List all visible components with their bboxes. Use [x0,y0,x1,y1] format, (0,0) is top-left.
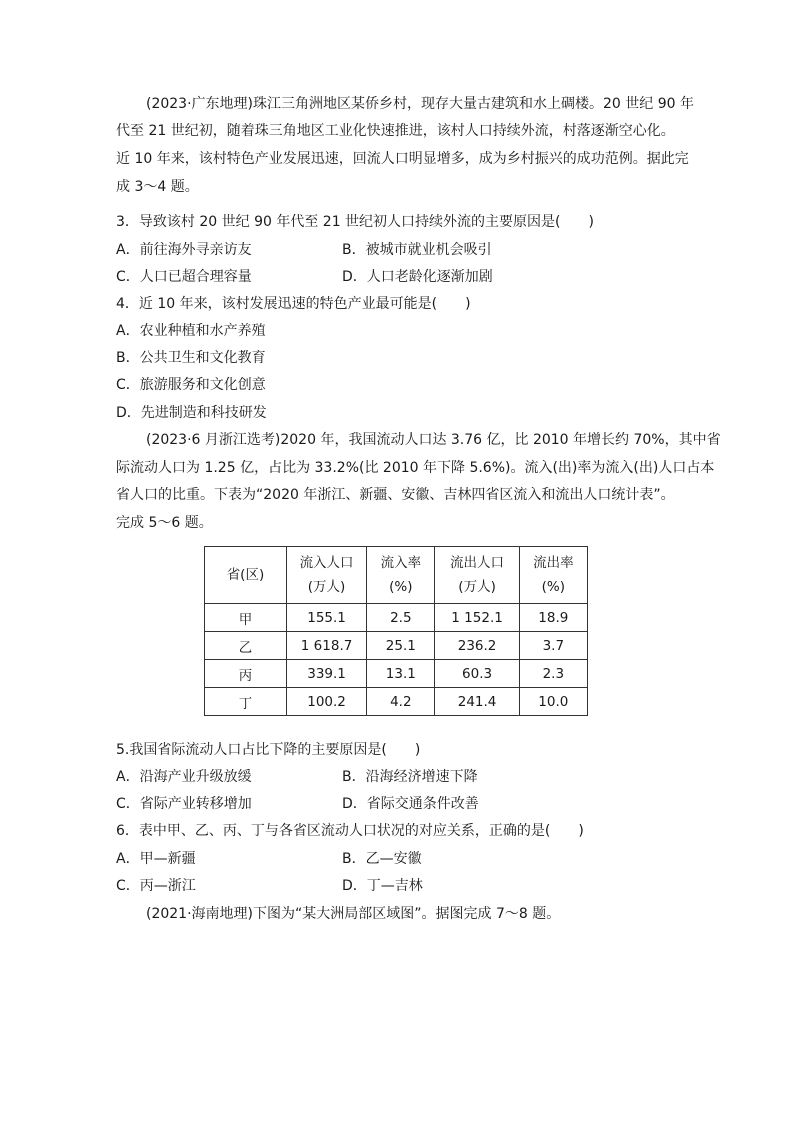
header-inflow-rate-unit: (%) [389,579,413,595]
table-cell: 155.1 [286,604,366,632]
table-cell: 18.9 [519,604,587,632]
table-cell: 10.0 [519,688,587,716]
q3-stem: 3．导致该村 20 世纪 90 年代至 21 世纪初人口持续外流的主要原因是( ) [116,214,594,230]
table-cell: 乙 [205,632,287,660]
table-cell: 4.2 [367,688,435,716]
passage3-line: (2021·海南地理)下图为“某大洲局部区域图”。据图完成 7～8 题。 [146,906,561,922]
q4-stem: 4．近 10 年来，该村发展迅速的特色产业最可能是( ) [116,296,471,312]
table-cell: 13.1 [367,660,435,688]
table-cell: 100.2 [286,688,366,716]
header-outflow-label: 流出人口 [450,555,505,571]
header-inflow-unit: (万人) [307,579,346,595]
passage1-line-4: 成 3～4 题。 [116,179,199,195]
q3-option-a: A．前往海外寻亲访友 [116,242,252,258]
table-cell: 2.3 [519,660,587,688]
header-inflow-label: 流入人口 [299,555,354,571]
table-cell: 丙 [205,660,287,688]
header-outflow-unit: (万人) [458,579,496,595]
table-row [205,688,588,716]
table-cell: 2.5 [367,604,435,632]
passage2-line-1: (2023·6 月浙江选考)2020 年，我国流动人口达 3.76 亿，比 2010 年增长约 70%，其中省 [146,432,721,448]
passage1-line-3: 近 10 年来，该村特色产业发展迅速，回流人口明显增多，成为乡村振兴的成功范例。据此完 [116,151,689,167]
q4-option-d: D．先进制造和科技研发 [116,405,267,421]
table-row [205,660,588,688]
q5-stem: 5.我国省际流动人口占比下降的主要原因是( ) [116,742,421,758]
table-cell: 甲 [205,604,287,632]
header-inflow [286,547,366,604]
table-row [205,604,588,632]
table-cell: 25.1 [367,632,435,660]
q4-option-b: B．公共卫生和文化教育 [116,350,266,366]
header-province-label: 省(区) [226,567,265,583]
q6-option-b: B．乙—安徽 [342,851,422,867]
q6-stem: 6．表中甲、乙、丙、丁与各省区流动人口状况的对应关系，正确的是( ) [116,823,584,839]
table-cell: 丁 [205,688,287,716]
passage1-line-1: (2023·广东地理)珠江三角洲地区某侨乡村，现存大量古建筑和水上碉楼。20 世纪 90 年 [146,96,694,112]
table-cell: 241.4 [435,688,519,716]
q5-option-b: B．沿海经济增速下降 [342,769,478,785]
table-row [205,632,588,660]
header-inflow-rate-label: 流入率 [380,555,422,571]
header-province [205,547,287,604]
header-inflow-rate [367,547,435,604]
passage2-line-3: 省人口的比重。下表为“2020 年浙江、新疆、安徽、吉林四省区流入和流出人口统计表”。 [116,487,675,503]
table-cell: 339.1 [286,660,366,688]
table-cell: 1 152.1 [435,604,519,632]
population-flow-table [204,546,588,716]
q6-option-d: D．丁—吉林 [342,878,423,894]
table-header-row [205,547,588,604]
table-cell: 3.7 [519,632,587,660]
passage2-line-2: 际流动人口为 1.25 亿，占比为 33.2%(比 2010 年下降 5.6%)。流入(出)率为流入(出)人口占本 [116,460,715,476]
q3-option-d: D．人口老龄化逐渐加剧 [342,269,493,285]
q6-option-a: A．甲—新疆 [116,851,196,867]
q5-option-c: C．省际产业转移增加 [116,796,252,812]
q5-option-a: A．沿海产业升级放缓 [116,769,252,785]
table-cell: 1 618.7 [286,632,366,660]
passage2-line-4: 完成 5～6 题。 [116,515,213,531]
q5-option-d: D．省际交通条件改善 [342,796,479,812]
passage1-line-2: 代至 21 世纪初，随着珠三角地区工业化快速推进，该村人口持续外流，村落逐渐空心化。 [116,123,675,139]
header-outflow-rate-label: 流出率 [533,555,574,571]
header-outflow-rate [519,547,587,604]
q4-option-c: C．旅游服务和文化创意 [116,377,266,393]
table-cell: 236.2 [435,632,519,660]
q4-option-a: A．农业种植和水产养殖 [116,323,266,339]
header-outflow-rate-unit: (%) [541,579,566,595]
q3-option-b: B．被城市就业机会吸引 [342,242,492,258]
header-outflow [435,547,519,604]
q6-option-c: C．丙—浙江 [116,878,196,894]
table-cell: 60.3 [435,660,519,688]
q3-option-c: C．人口已超合理容量 [116,269,252,285]
